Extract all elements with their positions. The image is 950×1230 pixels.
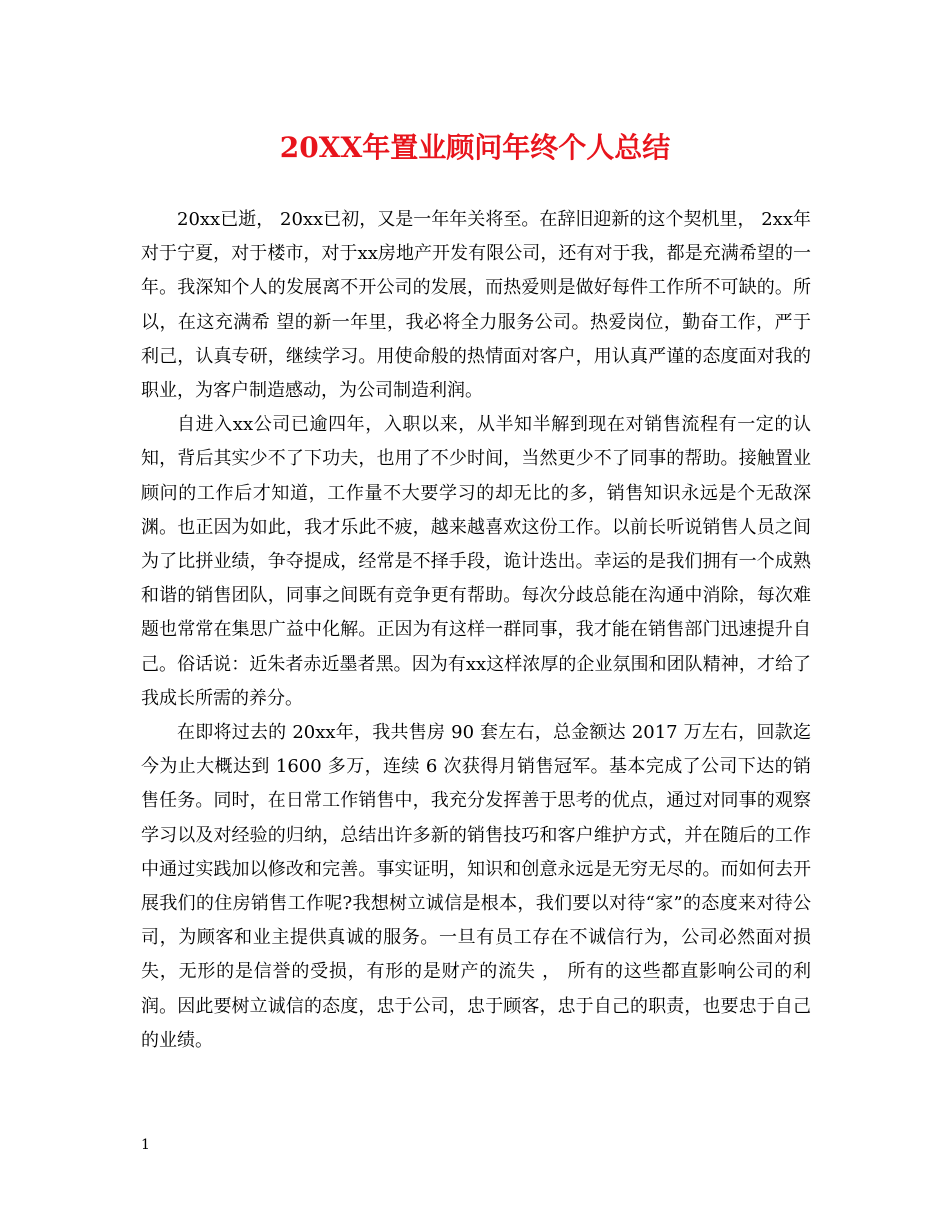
paragraph-3: 在即将过去的 20xx年，我共售房 90 套左右，总金额达 2017 万左右，回款迄今为止大概达到 1600 多万，连续 6 次获得月销售冠军。基本完成了公司下达的销售任务。同时，在日常工作销售中，我充分发挥善于思考的优点，通过对同事的观察学习以及对经验的归纳，总结出许多新的销售技巧和客户维护方式，并在随后的工作中通过实践加以修改和完善。事实证明，知识和创意永远是无穷无尽的。而如何去开展我们的住房销售工作呢?我想树立诚信是根本，我们要以对待“家”的态度来对待公司，为顾客和业主提供真诚的服务。一旦有员工存在不诚信行为，公司必然面对损失，无形的是信誉的受损，有形的是财产的流失 ， 所有的这些都直影响公司的利润。因此要树立诚信的态度，忠于公司，忠于顾客，忠于自己的职责，也要忠于自己的业绩。 (141, 722, 811, 1051)
document-body (141, 203, 811, 1058)
paragraph-2: 自进入xx公司已逾四年，入职以来，从半知半解到现在对销售流程有一定的认知，背后其实少不了下功夫，也用了不少时间，当然更少不了同事的帮助。接触置业顾问的工作后才知道，工作量不大要学习的却无比的多，销售知识永远是个无敌深渊。也正因为如此，我才乐此不疲，越来越喜欢这份工作。以前长听说销售人员之间为了比拼业绩，争夺提成，经常是不择手段，诡计迭出。幸运的是我们拥有一个成熟和谐的销售团队，同事之间既有竞争更有帮助。每次分歧总能在沟通中消除，每次难题也常常在集思广益中化解。正因为有这样一群同事，我才能在销售部门迅速提升自己。俗话说：近朱者赤近墨者黑。因为有xx这样浓厚的企业氛围和团队精神，才给了我成长所需的养分。 (141, 414, 811, 709)
paragraph-1: 20xx已逝， 20xx已初，又是一年年关将至。在辞旧迎新的这个契机里， 2xx年对于宁夏，对于楼市，对于xx房地产开发有限公司，还有对于我，都是充满希望的一年。我深知个人的发展离不开公司的发展，而热爱则是做好每件工作所不可缺的。所以，在这充满希 望的新一年里，我必将全力服务公司。热爱岗位，勤奋工作，严于利己，认真专研，继续学习。用使命般的热情面对客户，用认真严谨的态度面对我的职业，为客户制造感动，为公司制造利润。 (141, 209, 811, 402)
page-number: 1 (141, 1137, 150, 1153)
document-title: 20XX年置业顾问年终个人总结 (279, 131, 671, 164)
